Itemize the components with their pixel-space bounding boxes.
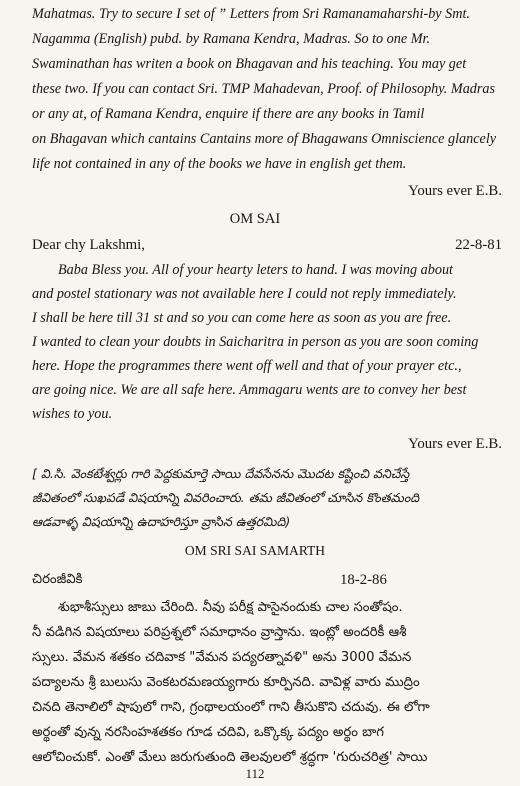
letter-2-line-1: Baba Bless you. All of your hearty leters to hand. I was moving about: [58, 262, 453, 278]
letter-3-line-7: ఆలోచించుకో. ఎంతో మేలు జరుగుతుంది తెలవులలో శ్రద్ధగా 'గురుచరిత్ర' సాయి: [32, 750, 428, 765]
letter-3-salutation: చిరంజీవికి: [32, 572, 83, 587]
letter-2-line-4: I wanted to clean your doubts in Saicharitra in person as you are soon coming: [32, 334, 479, 350]
letter-2-line-2: and postel stationary was not available here I could not reply immediately.: [32, 286, 457, 302]
letter-2-signoff: Yours ever E.B.: [408, 436, 502, 452]
letter-1-line-6: on Bhagavan which cantains Cantains more of Bhagawans Omniscience glancely: [32, 131, 497, 147]
note-line-3: ఆడవాళ్ళ విషయాన్ని ఉదాహరిస్తూ వ్రాసిన ఉత్తరమిది): [32, 514, 291, 529]
page-number: 112: [245, 766, 265, 781]
note-line-2: జీవితంలో సుఖపడే విషయాన్ని వివరించారు. తమ జీవితంలో చూసిన కొంతమంది: [32, 490, 420, 505]
letter-1-line-1: Mahatmas. Try to secure I set of ” Letters from Sri Ramanamaharshi-by Smt.: [32, 6, 470, 22]
letter-3-line-1: శుభాశీస్సులు జాబు చేరింది. నీవు పరీక్ష పాసైనందుకు చాల సంతోషం.: [58, 600, 403, 615]
letter-3-line-4: పద్యాలను శ్రీ బులుసు వెంకటరమణయ్యగారు కూర్పినది. వావిళ్ల వారు ముద్రిం: [32, 675, 420, 690]
letter-3-heading: OM SRI SAI SAMARTH: [184, 543, 326, 558]
letter-3-line-3: స్సులు. వేమన శతకం చదివాక "వేమన పద్యరత్నావళి" అను 3000 వేమన: [32, 650, 412, 665]
letter-2-salutation: Dear chy Lakshmi,: [32, 237, 145, 253]
letter-1-line-7: life not contained in any of the books we have in english get them.: [32, 156, 407, 172]
letter-2-line-6: are going nice. We are all safe here. Ammagaru wents are to convey her best: [32, 382, 467, 398]
letter-3-line-5: చినది తెనాలిలో షాపులో గాని, గ్రంథాలయంలో గాని తీసుకొని చదువు. ఈ లోగా: [32, 700, 430, 715]
letter-3-line-2: నీ వడిగిన విషయాలు పరిప్రశ్నలో సమాధానం వ్రాస్తాను. ఇంట్లో అందరికీ ఆశీ: [32, 625, 407, 640]
letter-1-line-2: Nagamma (English) pubd. by Ramana Kendra, Madras. So to one Mr.: [32, 31, 431, 47]
letter-1-line-4: these two. If you can contact Sri. TMP Mahadevan, Proof. of Philosophy. Madras: [32, 81, 496, 97]
letter-2-line-7: wishes to you.: [32, 406, 112, 422]
letter-2-line-5: here. Hope the programmes there went off well and that of your prayer etc.,: [32, 358, 462, 374]
letter-3-line-6: అర్థంతో వున్న నరసింహశతకం గూడ చదివి, ఒక్కొక్క పద్యం అర్థం బాగ: [32, 725, 384, 740]
letter-1-line-5: or any at, of Ramana Kendra, enquire if there are any books in Tamil: [32, 106, 425, 122]
letter-2-heading: OM SAI: [229, 211, 281, 227]
letter-1-line-3: Swaminathan has writen a book on Bhagavan and his teaching. You may get: [32, 56, 467, 72]
letter-2-line-3: I shall be here till 31 st and so you can come here as soon as you are free.: [32, 310, 452, 326]
note-line-1: [ వి.సి. వెంకటేశ్వర్లు గారి పెద్దకుమార్తె సాయి దేవసేనను మొదట కష్టించి వనిచేస్తే: [32, 466, 410, 481]
letter-1-signoff: Yours ever E.B.: [408, 183, 502, 199]
letter-2-date: 22-8-81: [455, 237, 502, 253]
letter-3-date: 18-2-86: [340, 572, 387, 588]
